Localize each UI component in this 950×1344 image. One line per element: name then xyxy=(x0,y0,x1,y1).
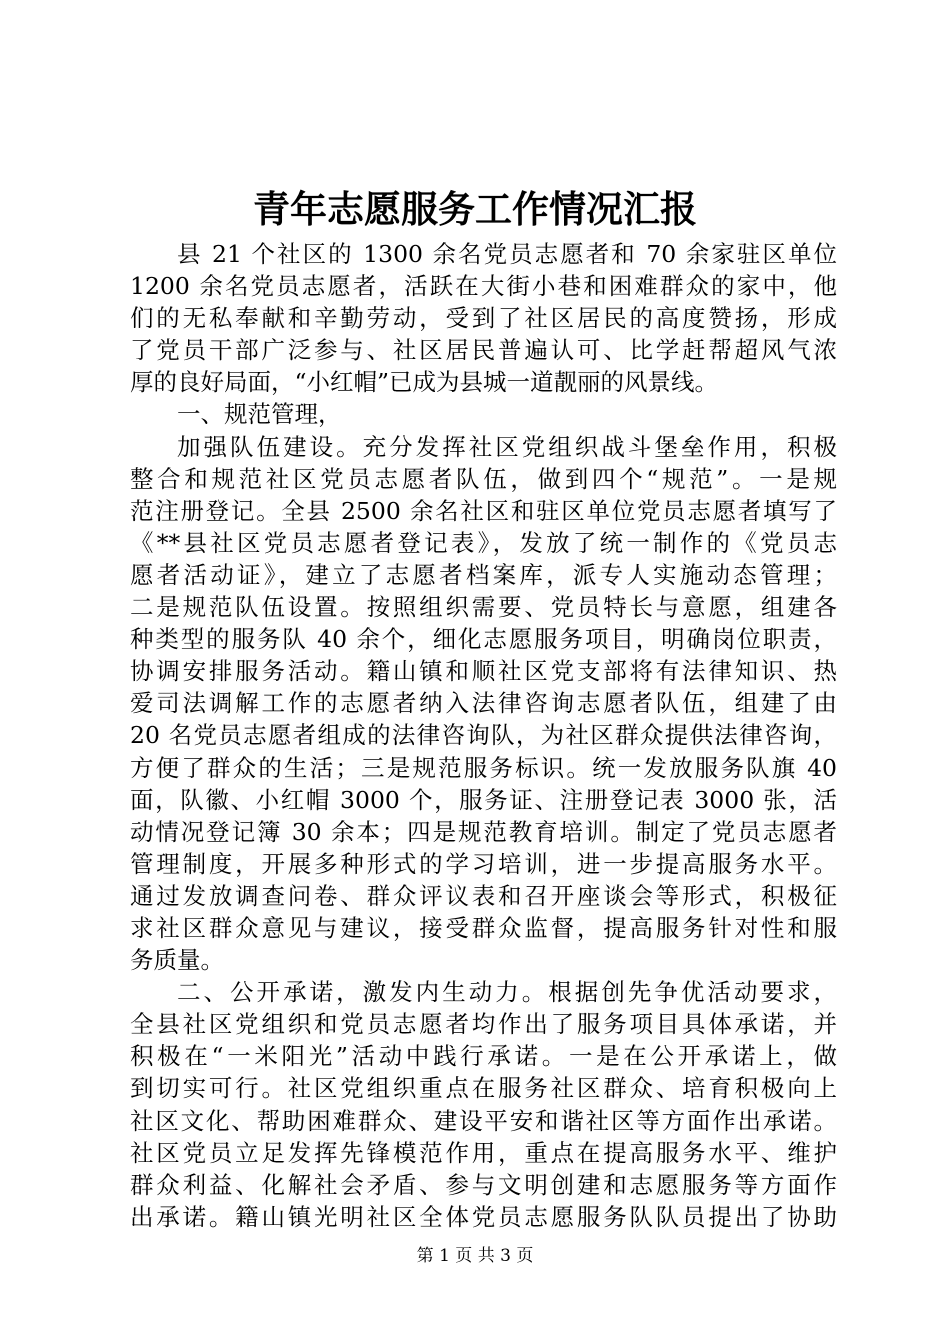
paragraph-line: 求社区群众意见与建议，接受群众监督，提高服务针对性和服 xyxy=(130,913,837,942)
paragraph-line: 厚的良好局面，“小红帽”已成为县城一道靓丽的风景线。 xyxy=(130,368,719,397)
paragraph-line: 社区党员立足发挥先锋模范作用，重点在提高服务水平、维护 xyxy=(130,1138,837,1167)
paragraph-line: 二是规范队伍设置。按照组织需要、党员特长与意愿，组建各 xyxy=(130,593,837,622)
paragraph-line: 了党员干部广泛参与、社区居民普遍认可、比学赶帮超风气浓 xyxy=(130,336,837,365)
paragraph-line: 爱司法调解工作的志愿者纳入法律咨询志愿者队伍，组建了由 xyxy=(130,689,837,718)
paragraph-line: 整合和规范社区党员志愿者队伍，做到四个“规范”。一是规 xyxy=(130,464,837,493)
paragraph-line: 全县社区党组织和党员志愿者均作出了服务项目具体承诺，并 xyxy=(130,1010,837,1039)
paragraph-line: 动情况登记簿 30 余本；四是规范教育培训。制定了党员志愿者 xyxy=(130,817,837,846)
paragraph-line: 方便了群众的生活；三是规范服务标识。统一发放服务队旗 40 xyxy=(130,753,837,782)
document-body xyxy=(130,238,837,1233)
paragraph-line: 范注册登记。全县 2500 余名社区和驻区单位党员志愿者填写了 xyxy=(130,496,837,525)
paragraph-line: 群众利益、化解社会矛盾、参与文明创建和志愿服务等方面作 xyxy=(130,1170,837,1199)
paragraph-line: 二、公开承诺，激发内生动力。根据创先争优活动要求， xyxy=(177,978,837,1007)
section-heading: 一、规范管理， xyxy=(177,400,342,429)
paragraph-line: 《**县社区党员志愿者登记表》，发放了统一制作的《党员志 xyxy=(130,528,837,557)
paragraph-line: 1200 余名党员志愿者，活跃在大街小巷和困难群众的家中，他 xyxy=(130,272,837,301)
paragraph-line: 愿者活动证》，建立了志愿者档案库，派专人实施动态管理； xyxy=(130,560,837,589)
document-title: 青年志愿服务工作情况汇报 xyxy=(253,187,697,231)
paragraph-line: 加强队伍建设。充分发挥社区党组织战斗堡垒作用，积极 xyxy=(177,432,837,461)
paragraph-line: 种类型的服务队 40 余个，细化志愿服务项目，明确岗位职责， xyxy=(130,625,837,654)
paragraph-line: 县 21 个社区的 1300 余名党员志愿者和 70 余家驻区单位 xyxy=(177,240,837,268)
paragraph-line: 面，队徽、小红帽 3000 个，服务证、注册登记表 3000 张，活 xyxy=(130,785,837,814)
paragraph-line: 管理制度，开展多种形式的学习培训，进一步提高服务水平。 xyxy=(130,849,837,878)
paragraph-line: 务质量。 xyxy=(130,946,224,975)
paragraph-line: 们的无私奉献和辛勤劳动，受到了社区居民的高度赞扬，形成 xyxy=(130,304,837,333)
paragraph-line: 协调安排服务活动。籍山镇和顺社区党支部将有法律知识、热 xyxy=(130,657,837,686)
paragraph-line: 20 名党员志愿者组成的法律咨询队，为社区群众提供法律咨询， xyxy=(130,721,837,750)
paragraph-line: 社区文化、帮助困难群众、建设平安和谐社区等方面作出承诺。 xyxy=(130,1106,837,1135)
paragraph-line: 到切实可行。社区党组织重点在服务社区群众、培育积极向上 xyxy=(130,1074,837,1103)
page-number-footer: 第 1 页 共 3 页 xyxy=(416,1246,534,1266)
paragraph-line: 通过发放调查问卷、群众评议表和召开座谈会等形式，积极征 xyxy=(130,881,837,910)
paragraph-line: 出承诺。籍山镇光明社区全体党员志愿服务队队员提出了协助 xyxy=(130,1202,837,1231)
paragraph-line: 积极在“一米阳光”活动中践行承诺。一是在公开承诺上，做 xyxy=(130,1042,837,1071)
